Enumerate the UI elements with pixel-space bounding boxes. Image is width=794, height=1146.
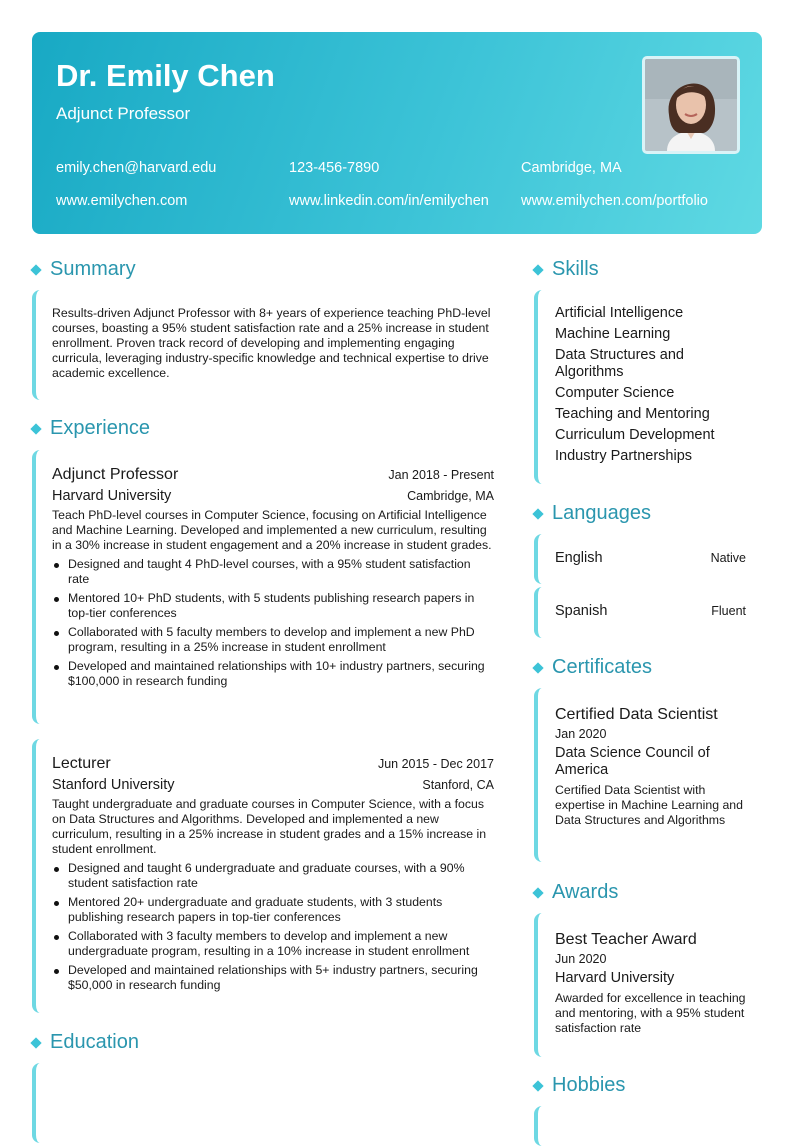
award-organization: Harvard University — [555, 970, 675, 986]
diamond-icon — [532, 1080, 543, 1091]
summary-heading — [30, 258, 136, 281]
language-level: Fluent — [711, 604, 746, 618]
job-title: Lecturer — [52, 755, 111, 772]
job-dates: Jun 2015 - Dec 2017 — [377, 757, 494, 771]
candidate-title: Adjunct Professor — [56, 104, 191, 123]
skill-item: Industry Partnerships — [555, 448, 693, 464]
contact-location: Cambridge, MA — [521, 160, 622, 176]
job-organization: Stanford University — [52, 777, 175, 793]
job-bullet: Designed and taught 4 PhD-level courses, with a 95% student satisfaction rate — [52, 557, 494, 587]
hobbies-heading-text: Hobbies — [552, 1074, 626, 1096]
award-date: Jun 2020 — [555, 952, 607, 966]
diamond-icon — [532, 264, 543, 275]
contact-email[interactable]: emily.chen@harvard.edu — [56, 160, 217, 176]
diamond-icon — [532, 662, 543, 673]
certificate-item — [555, 705, 750, 828]
experience-item — [52, 755, 494, 997]
job-bullets — [52, 861, 494, 993]
skill-item: Machine Learning — [555, 326, 671, 342]
diamond-icon — [30, 264, 41, 275]
language-level: Native — [710, 551, 746, 565]
certificates-heading-text: Certificates — [552, 656, 653, 678]
diamond-icon — [30, 423, 41, 434]
job-bullet: Collaborated with 5 faculty members to develop and implement a new PhD program, resulting in a 25% increase in student enrollment — [52, 625, 494, 655]
summary-heading-text: Summary — [50, 258, 136, 280]
skills-heading — [532, 258, 599, 281]
award-title: Best Teacher Award — [555, 931, 697, 948]
job-bullets — [52, 557, 494, 689]
hobbies-accent-bar — [534, 1106, 558, 1146]
diamond-icon — [30, 1037, 41, 1048]
skill-item: Data Structures and Algorithms — [555, 347, 684, 380]
language-name: English — [555, 550, 603, 566]
certificates-heading — [532, 656, 652, 679]
job-location: Cambridge, MA — [407, 489, 494, 503]
language-row — [555, 550, 746, 566]
job-bullet: Mentored 10+ PhD students, with 5 students publishing research papers in top-tier conferences — [52, 591, 494, 621]
education-heading — [30, 1031, 139, 1054]
diamond-icon — [532, 508, 543, 519]
certificate-description: Certified Data Scientist with expertise in Machine Learning and Data Structures and Algorithms — [555, 783, 743, 827]
languages-heading-text: Languages — [552, 502, 651, 524]
contact-linkedin[interactable]: www.linkedin.com/in/emilychen — [289, 193, 489, 209]
certificate-title: Certified Data Scientist — [555, 706, 718, 723]
job-dates: Jan 2018 - Present — [388, 468, 494, 482]
skill-item: Curriculum Development — [555, 427, 715, 443]
resume-header — [32, 32, 762, 234]
job-description: Taught undergraduate and graduate courses in Computer Science, with a focus on Data Structures and Algorithms. Developed and implemented a new curriculum, resulting in a 25% increase in student grades and a 15% increase in student enrollment. — [52, 797, 487, 856]
awards-heading — [532, 881, 618, 904]
award-description: Awarded for excellence in teaching and mentoring, with a 95% student satisfaction rate — [555, 991, 746, 1035]
skill-item: Computer Science — [555, 385, 675, 401]
job-organization: Harvard University — [52, 488, 172, 504]
languages-heading — [532, 502, 651, 525]
awards-heading-text: Awards — [552, 881, 619, 903]
contact-portfolio[interactable]: www.emilychen.com/portfolio — [521, 193, 708, 209]
candidate-name: Dr. Emily Chen — [56, 58, 275, 93]
experience-heading — [30, 417, 150, 440]
summary-text: Results-driven Adjunct Professor with 8+ years of experience teaching PhD-level courses, boasting a 95% student satisfaction rate and a 25% increase in student enrollment. Proven track record of developing and implementing engaging curricula, leveraging industry-specific knowledge and technical expertise to drive academic excellence. — [52, 306, 491, 380]
skill-item: Artificial Intelligence — [555, 305, 684, 321]
certificate-issuer: Data Science Council of America — [555, 745, 710, 778]
skills-heading-text: Skills — [552, 258, 599, 280]
education-heading-text: Education — [50, 1031, 139, 1053]
education-accent-bar — [32, 1063, 56, 1143]
contact-phone[interactable]: 123-456-7890 — [289, 160, 380, 176]
job-location: Stanford, CA — [422, 778, 494, 792]
job-bullet: Developed and maintained relationships with 10+ industry partners, securing $100,000 in research funding — [52, 659, 494, 689]
job-description: Teach PhD-level courses in Computer Science, focusing on Artificial Intelligence and Machine Learning. Developed and implemented a new curriculum, resulting in a 30% increase in student engagement and a 20% increase in student grades. — [52, 508, 492, 552]
job-bullet: Developed and maintained relationships with 5+ industry partners, securing $50,000 in research funding — [52, 963, 494, 993]
profile-photo-image — [645, 59, 737, 151]
job-bullet: Designed and taught 6 undergraduate and graduate courses, with a 90% student satisfaction rate — [52, 861, 494, 891]
certificate-date: Jan 2020 — [555, 727, 607, 741]
experience-heading-text: Experience — [50, 417, 151, 439]
hobbies-heading — [532, 1074, 625, 1097]
skill-item: Teaching and Mentoring — [555, 406, 710, 422]
experience-item — [52, 466, 494, 693]
skills-list — [555, 305, 755, 469]
diamond-icon — [532, 887, 543, 898]
language-row — [555, 603, 746, 619]
language-name: Spanish — [555, 603, 608, 619]
job-title: Adjunct Professor — [52, 466, 179, 483]
job-bullet: Mentored 20+ undergraduate and graduate students, with 3 students publishing research papers in top-tier conferences — [52, 895, 494, 925]
contact-website[interactable]: www.emilychen.com — [56, 193, 188, 209]
job-bullet: Collaborated with 3 faculty members to develop and implement a new undergraduate program, resulting in a 10% increase in student enrollment — [52, 929, 494, 959]
profile-photo — [642, 56, 740, 154]
award-item — [555, 930, 750, 1036]
